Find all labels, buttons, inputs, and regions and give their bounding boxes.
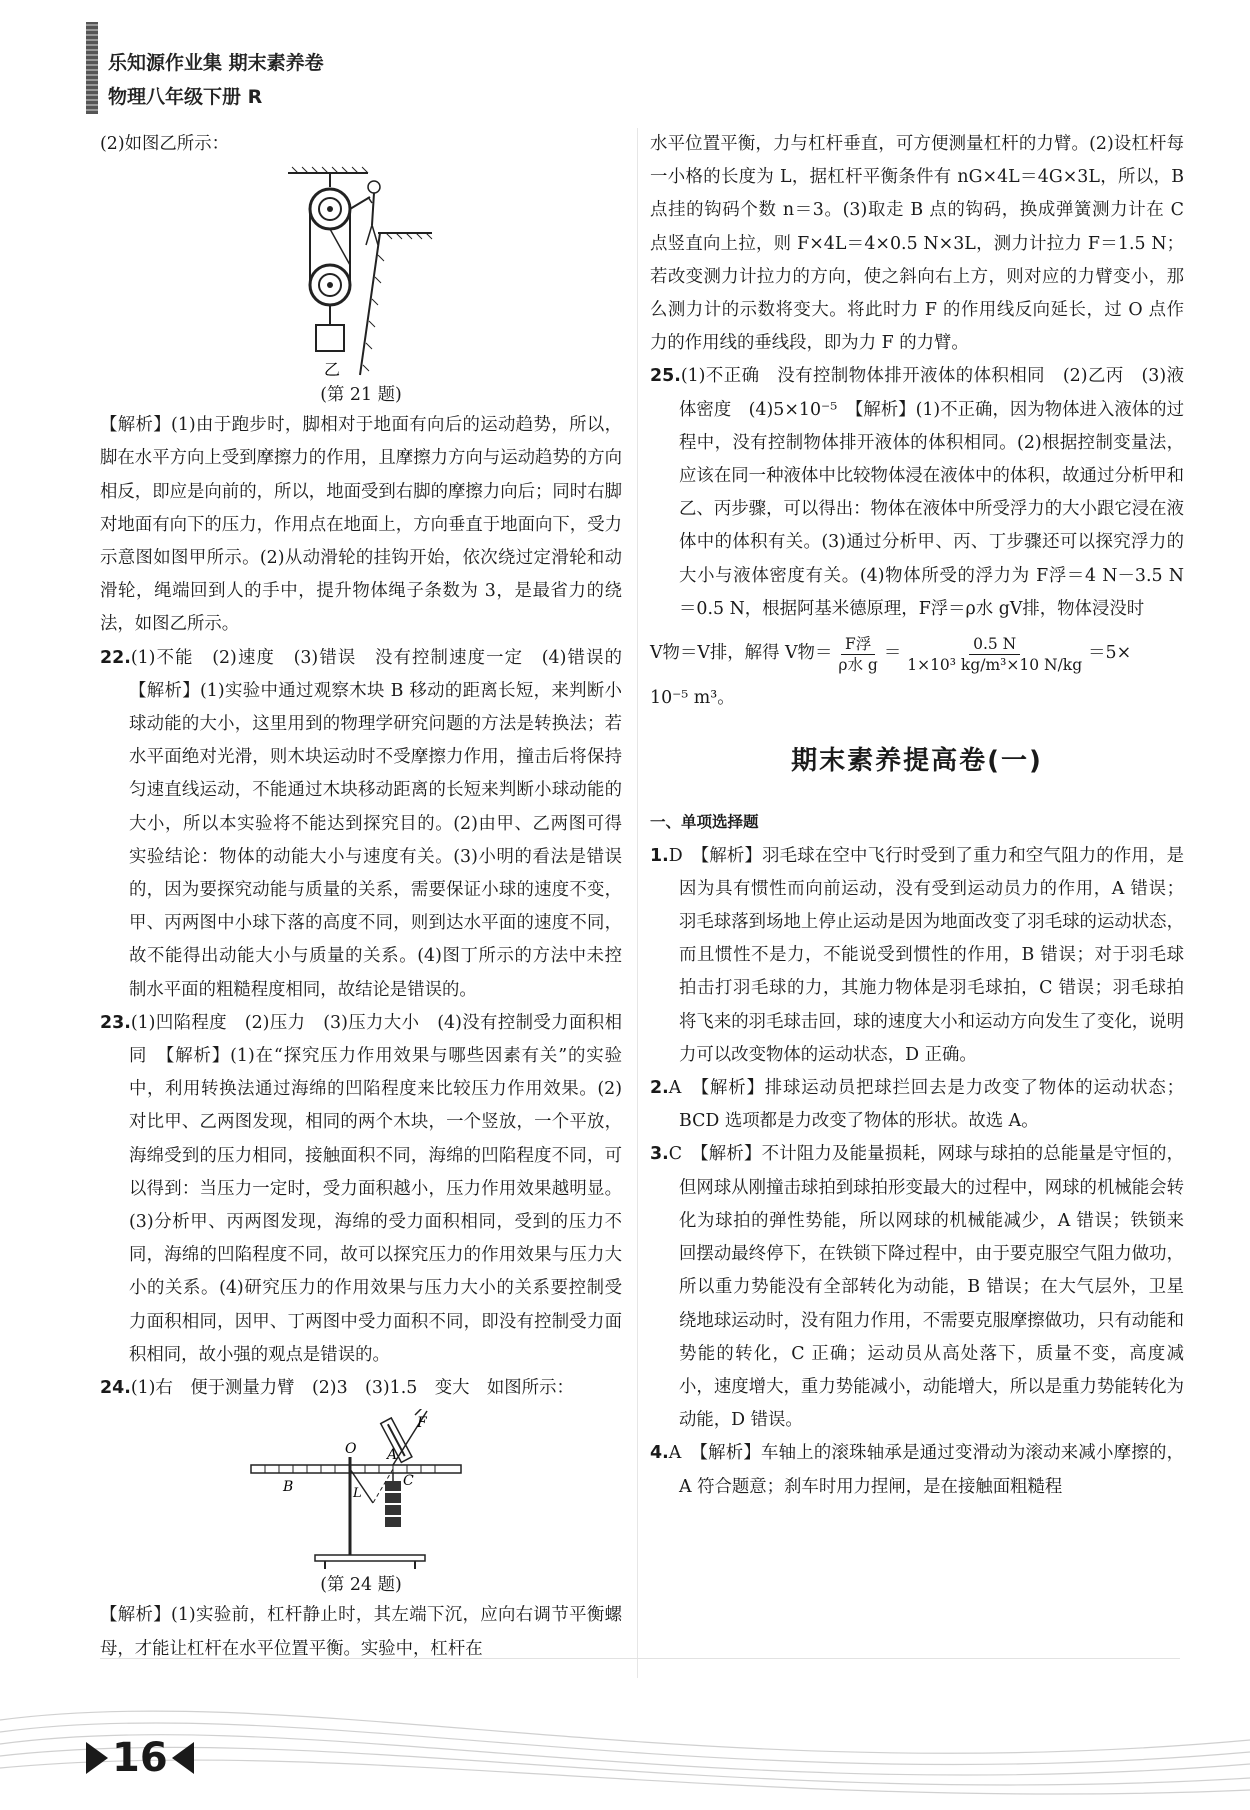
q23-text: (1)凹陷程度 (2)压力 (3)压力大小 (4)没有控制受力面积相同 【解析】(1)在“探究压力作用效果与哪些因素有关”的实验中，利用转换法通过海绵的凹陷程度来比较压力作用效果。(2)对比甲、乙两图发现，相同的两个木块，一个竖放，一个平放，海绵受到的压力相同，接触面积不同，海绵的凹陷程度不同，可以得到：当压力一定时，受力面积越小，压力作用效果越明显。(3)分析甲、丙两图发现，海绵的受力面积相同，受到的压力不同，海绵的凹陷程度不同，故可以探究压力的作用效果与压力大小的关系。(4)研究压力的作用效果与压力大小的关系要控制受力面积相同，因甲、丁两图中受力面积不同，即没有控制受力面积相同，故小强的观点是错误的。 — [129, 1012, 622, 1365]
mc-q2-number: 2. — [650, 1078, 669, 1099]
q22-text: (1)不能 (2)速度 (3)错误 没有控制速度一定 (4)错误的 【解析】(1)实验中通过观察木块 B 移动的距离长短，来判断小球动能的大小，这里用到的物理学研究问题的方法是转换法；若水平面绝对光滑，则木块运动时不受摩擦力作用，撞击后将保持匀速直线运动，不能通过木块移动距离的长短来判断小球动能的大小，所以本实验将不能达到探究目的。(2)由甲、乙两图可得实验结论：物体的动能大小与速度有关。(3)小明的看法是错误的，因为要探究动能与质量的关系，需要保证小球的速度不变，甲、丙两图中小球下落的高度不同，则到达水平面的速度不同，故不能得出动能大小与质量的关系。(4)图丁所示的方法中未控制水平面的粗糙程度相同，故结论是错误的。 — [129, 647, 640, 1000]
figure-21-pulley — [286, 165, 436, 381]
mc-q2-text: A 【解析】排球运动员把球拦回去是力改变了物体的运动状态；BCD 选项都是力改变了物体的形状。故选 A。 — [668, 1078, 1184, 1132]
mc-q4 — [650, 1437, 1184, 1503]
q24-answer — [100, 1372, 622, 1405]
q22-answer — [100, 642, 640, 1007]
arrow-left-icon — [172, 1742, 194, 1774]
mc-q1 — [650, 840, 1184, 1072]
mc-q4-number: 4. — [650, 1443, 669, 1464]
fig24-label-b: B — [283, 1479, 294, 1496]
q24-continuation: 水平位置平衡，力与杠杆垂直，可方便测量杠杆的力臂。(2)设杠杆每一小格的长度为 L，据杠杆平衡条件有 nG×4L＝4G×3L，所以，B 点挂的钩码个数 n＝3。(3)取走 B 点的钩码，换成弹簧测力计在 C 点竖直向上拉，则 F×4L＝4×0.5 N×3L，测力计拉力 F＝1.5 N；若改变测力计拉力的方向，使之斜向右上方，则对应的力臂变小，那么测力计的示数将变大。将此时力 F 的作用线反向延长，过 O 点作力的作用线的垂线段，即为力 F 的力臂。 — [650, 134, 1184, 354]
page-number: 16 — [112, 1735, 168, 1781]
left-column — [100, 128, 640, 1666]
q24-text: (1)右 便于测量力臂 (2)3 (3)1.5 变大 如图所示： — [130, 1378, 574, 1399]
column-divider — [637, 128, 638, 1678]
footer-wave-decoration — [0, 1640, 1250, 1810]
fig24-label-c: C — [403, 1473, 414, 1490]
right-column — [650, 128, 1184, 1504]
figure-24-lever — [241, 1409, 481, 1571]
mc-q1-number: 1. — [650, 845, 669, 866]
page-number-block — [86, 1735, 194, 1781]
header-subject-title: 物理八年级下册 R — [108, 86, 263, 108]
fig24-label-o: O — [345, 1441, 357, 1458]
figure-21-caption: (第 21 题) — [320, 385, 402, 406]
q22-number: 22. — [100, 647, 131, 668]
mc-q1-text: D 【解析】羽毛球在空中飞行时受到了重力和空气阻力的作用，是因为具有惯性而向前运动，没有受到运动员力的作用，A 错误；羽毛球落到场地上停止运动是因为地面改变了羽毛球的运动状态，而且惯性不是力，不能说受到惯性的作用，B 错误；对于羽毛球拍击打羽毛球的力，其施力物体是羽毛球拍，C 错误；羽毛球拍将飞来的羽毛球击回，球的速度大小和运动方向发生了变化，说明力可以改变物体的运动状态，D 正确。 — [668, 845, 1184, 1065]
fig24-label-f: F — [417, 1415, 427, 1432]
fig24-label-a: A — [387, 1447, 398, 1464]
figure-24-caption: (第 24 题) — [320, 1575, 402, 1596]
formula-equals: ＝ — [883, 643, 902, 664]
formula-f1-numerator: F浮 — [841, 634, 875, 655]
q25-text: (1)不正确 没有控制物体排开液体的体积相同 (2)乙丙 (3)液体密度 (4)5×10⁻⁵ 【解析】(1)不正确，因为物体进入液体的过程中，没有控制物体排开液体的体积相同。(2)根据控制变量法，应该在同一种液体中比较物体浸在液体中的体积，故通过分析甲和乙、丙步骤，可以得出：物体在液体中所受浮力的大小跟它浸在液体中的体积有关。(3)通过分析甲、丙、丁步骤还可以探究浮力的大小与液体密度有关。(4)物体所受的浮力为 F浮＝4 N－3.5 N＝0.5 N，根据阿基米德原理，F浮＝ρ水 gV排，物体浸没时 — [679, 366, 1184, 619]
formula-fraction-1 — [838, 634, 877, 675]
section-title: 期末素养提高卷(一) — [791, 746, 1043, 777]
formula-lhs: V物＝V排，解得 V物＝ — [650, 643, 833, 664]
buoyancy-formula — [650, 626, 1184, 682]
mc-q3-text: C 【解析】不计阻力及能量损耗，网球与球拍的总能量是守恒的，但网球从刚撞击球拍到球拍形变最大的过程中，网球的机械能会转化为球拍的弹性势能，所以网球的机械能减少，A 错误；铁锁来回摆动最终停下，在铁锁下降过程中，由于要克服空气阻力做功，所以重力势能没有全部转化为动能，B 错误；在大气层外，卫星绕地球运动时，没有阻力作用，不需要克服摩擦做功，只有动能和势能的转化，C 正确；运动员从高处落下，质量不变，高度减小，速度增大，重力势能减小，动能增大，所以是重力势能转化为动能，D 错误。 — [668, 1144, 1184, 1431]
q23-answer — [100, 1007, 622, 1372]
figure-21-label: 乙 — [324, 360, 341, 380]
mc-q3 — [650, 1138, 1184, 1437]
mc-q3-number: 3. — [650, 1144, 669, 1165]
formula-fraction-2 — [907, 634, 1082, 675]
fig24-label-l: L — [353, 1486, 362, 1502]
formula-rhs: ＝5× — [1088, 643, 1132, 664]
section-subhead: 一、单项选择题 — [650, 813, 759, 832]
q24-number: 24. — [100, 1378, 131, 1399]
formula-f2-numerator: 0.5 N — [969, 634, 1020, 655]
q23-number: 23. — [100, 1012, 131, 1033]
q25-number: 25. — [650, 366, 681, 387]
formula-tail: 10⁻⁵ m³。 — [650, 688, 735, 709]
arrow-right-icon — [86, 1742, 108, 1774]
formula-f1-denominator: ρ水 g — [838, 655, 878, 674]
mc-q2 — [650, 1072, 1184, 1138]
header-bar-decoration — [86, 22, 98, 114]
header-series-title: 乐知源作业集 期末素养卷 — [108, 52, 324, 74]
q21-intro: (2)如图乙所示： — [100, 134, 229, 154]
formula-f2-denominator: 1×10³ kg/m³×10 N/kg — [907, 655, 1083, 674]
q21-analysis: 【解析】(1)由于跑步时，脚相对于地面有向后的运动趋势，所以，脚在水平方向上受到摩擦力的作用，且摩擦力方向与运动趋势的方向相反，即应是向前的，所以，地面受到右脚的摩擦力向后；同时右脚对地面有向下的压力，作用点在地面上，方向垂直于地面向下，受力示意图如图甲所示。(2)从动滑轮的挂钩开始，依次绕过定滑轮和动滑轮，绳端回到人的手中，提升物体绳子条数为 3，是最省力的绕法，如图乙所示。 — [100, 415, 622, 635]
mc-q4-text: A 【解析】车轴上的滚珠轴承是通过变滑动为滚动来减小摩擦的，A 符合题意；刹车时用力捏闸，是在接触面粗糙程 — [668, 1443, 1184, 1497]
q24-analysis: 【解析】(1)实验前，杠杆静止时，其左端下沉，应向右调节平衡螺母，才能让杠杆在水平位置平衡。实验中，杠杆在 — [100, 1605, 622, 1659]
q25-answer — [650, 360, 1184, 626]
